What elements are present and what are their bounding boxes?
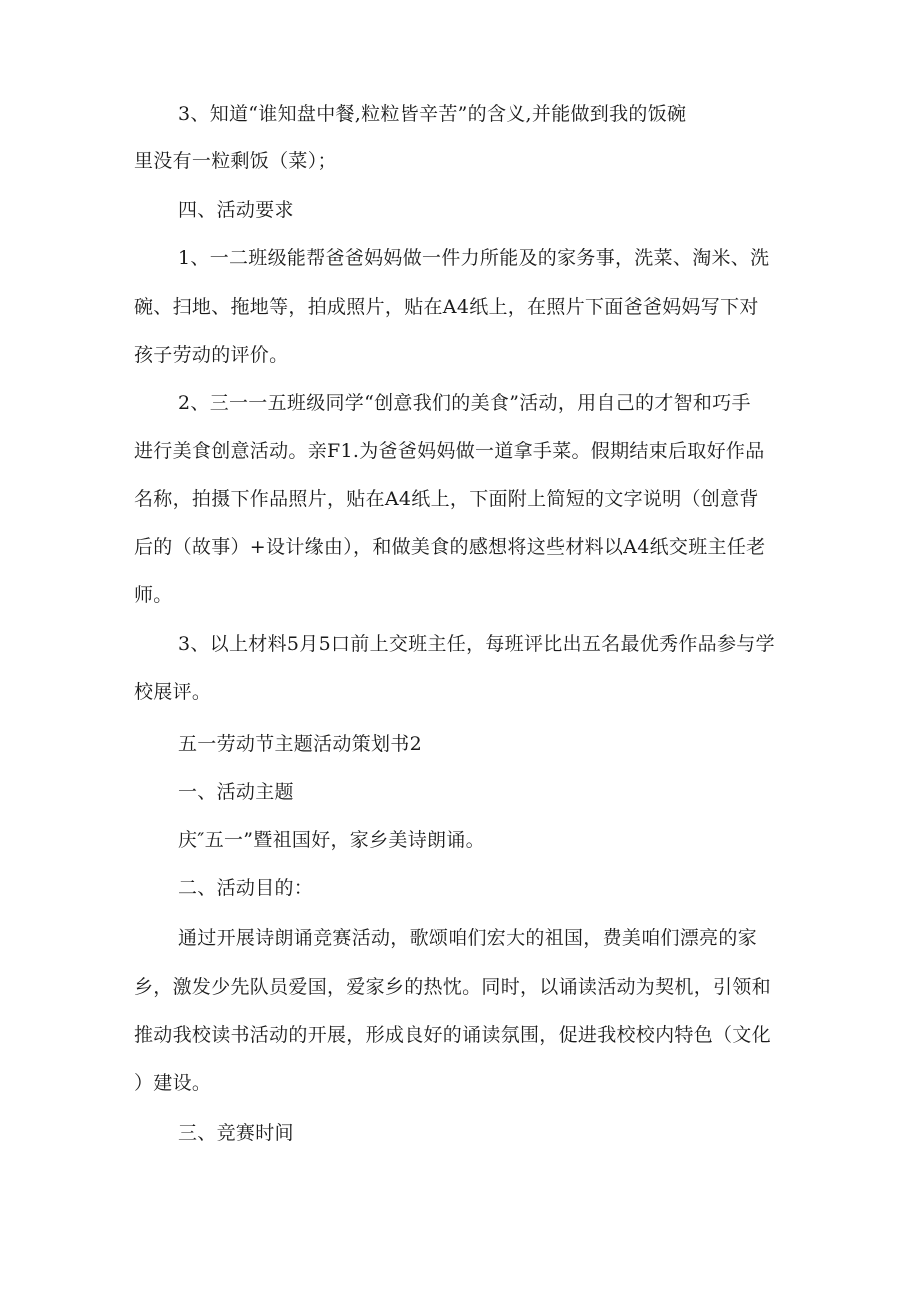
section-heading: 三、竞赛时间: [178, 1122, 294, 1144]
text-line: 碗、扫地、拖地等，拍成照片，贴在A4纸上，在照片下面爸爸妈妈写下对: [134, 296, 759, 318]
document-title: 五一劳动节主题活动策划书2: [178, 733, 422, 755]
text-line: 师。: [134, 584, 173, 606]
text-line: 3、以上材料5月5口前上交班主任，每班评比出五名最优秀作品参与学: [178, 633, 775, 655]
section-heading: 一、活动主题: [178, 781, 294, 803]
text-line: 孩子劳动的评价。: [134, 344, 289, 366]
text-line: ）建设。: [134, 1072, 212, 1094]
text-line: 庆″五一”暨祖国好，家乡美诗朗诵。: [178, 829, 485, 851]
text-line: 里没有一粒剩饭（菜）；: [134, 150, 337, 172]
text-line: 推动我校读书活动的开展，形成良好的诵读氛围，促进我校校内特色（文化: [134, 1024, 771, 1046]
text-line: 进行美食创意活动。亲F1.为爸爸妈妈做一道拿手菜。假期结束后取好作品: [134, 440, 765, 462]
text-line: 1、一二班级能帮爸爸妈妈做一件力所能及的家务事，洗菜、淘米、洗: [178, 247, 770, 269]
text-line: 名称，拍摄下作品照片，贴在A4纸上，下面附上简短的文字说明（创意背: [134, 488, 759, 510]
text-line: 2、三一一五班级同学“创意我们的美食”活动，用自己的才智和巧手: [178, 392, 751, 414]
text-line: 乡，激发少先队员爱国，爱家乡的热忱。同时，以诵读活动为契机，引领和: [134, 976, 771, 998]
text-line: 通过开展诗朗诵竞赛活动，歌颂咱们宏大的祖国，费美咱们漂亮的家: [178, 927, 758, 949]
section-heading: 二、活动目的：: [178, 877, 314, 899]
text-line: 后的（故事）+设计缘由），和做美食的感想将这些材料以A4纸交班主任老: [134, 536, 766, 558]
text-line: 校展评。: [134, 681, 212, 703]
section-heading: 四、活动要求: [178, 199, 294, 221]
text-line: 3、知道“谁知盘中餐,粒粒皆辛苦”的含义,并能做到我的饭碗: [178, 103, 687, 125]
